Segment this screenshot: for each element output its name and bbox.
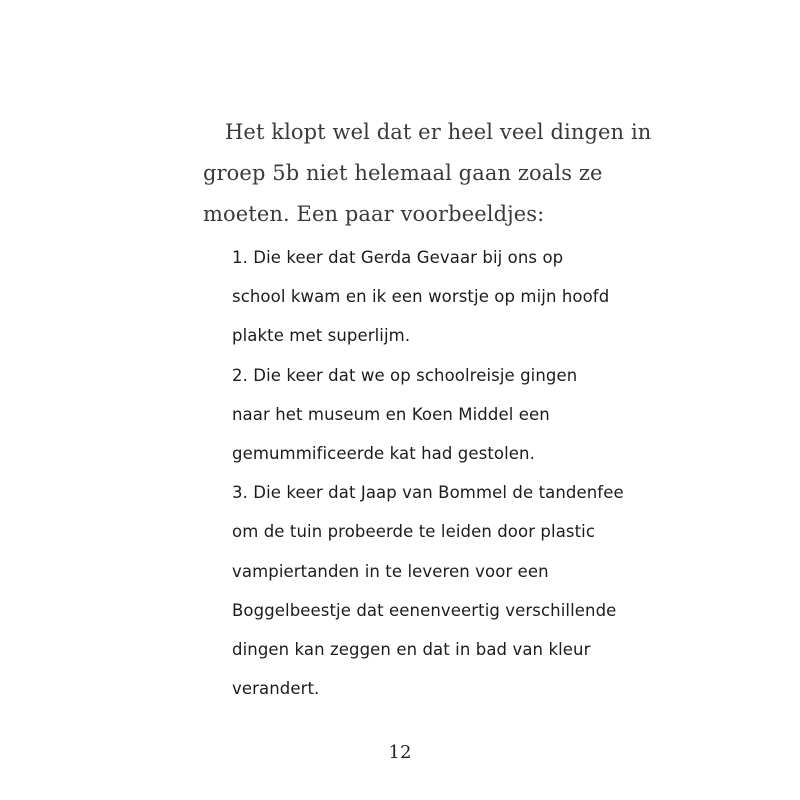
list-item-line: om de tuin probeerde te leiden door plastic bbox=[232, 522, 596, 542]
list-item-2 bbox=[232, 356, 632, 474]
list-item-line: verandert. bbox=[232, 679, 320, 699]
intro-line: groep 5b niet helemaal gaan zoals ze bbox=[203, 161, 603, 185]
list-item-line: 2. Die keer dat we op schoolreisje gingen bbox=[232, 365, 578, 385]
examples-list bbox=[232, 238, 632, 708]
page-number: 12 bbox=[388, 742, 412, 763]
list-item-line: naar het museum en Koen Middel een bbox=[232, 404, 550, 424]
list-item-line: gemummificeerde kat had gestolen. bbox=[232, 444, 535, 464]
intro-paragraph bbox=[203, 112, 652, 235]
list-item-3 bbox=[232, 473, 632, 708]
list-item-line: Boggelbeestje dat eenenveertig verschillende bbox=[232, 600, 617, 620]
list-item-line: 1. Die keer dat Gerda Gevaar bij ons op bbox=[232, 248, 564, 267]
list-item-line: dingen kan zeggen en dat in bad van kleur bbox=[232, 640, 591, 660]
intro-line: moeten. Een paar voorbeeldjes: bbox=[203, 202, 545, 226]
intro-line: Het klopt wel dat er heel veel dingen in bbox=[225, 120, 652, 144]
list-item-line: 3. Die keer dat Jaap van Bommel de tandenfee bbox=[232, 483, 624, 503]
list-item-1 bbox=[232, 238, 632, 356]
list-item-line: vampiertanden in te leveren voor een bbox=[232, 561, 549, 581]
list-item-line: school kwam en ik een worstje op mijn hoofd bbox=[232, 287, 610, 307]
list-item-line: plakte met superlijm. bbox=[232, 326, 411, 346]
